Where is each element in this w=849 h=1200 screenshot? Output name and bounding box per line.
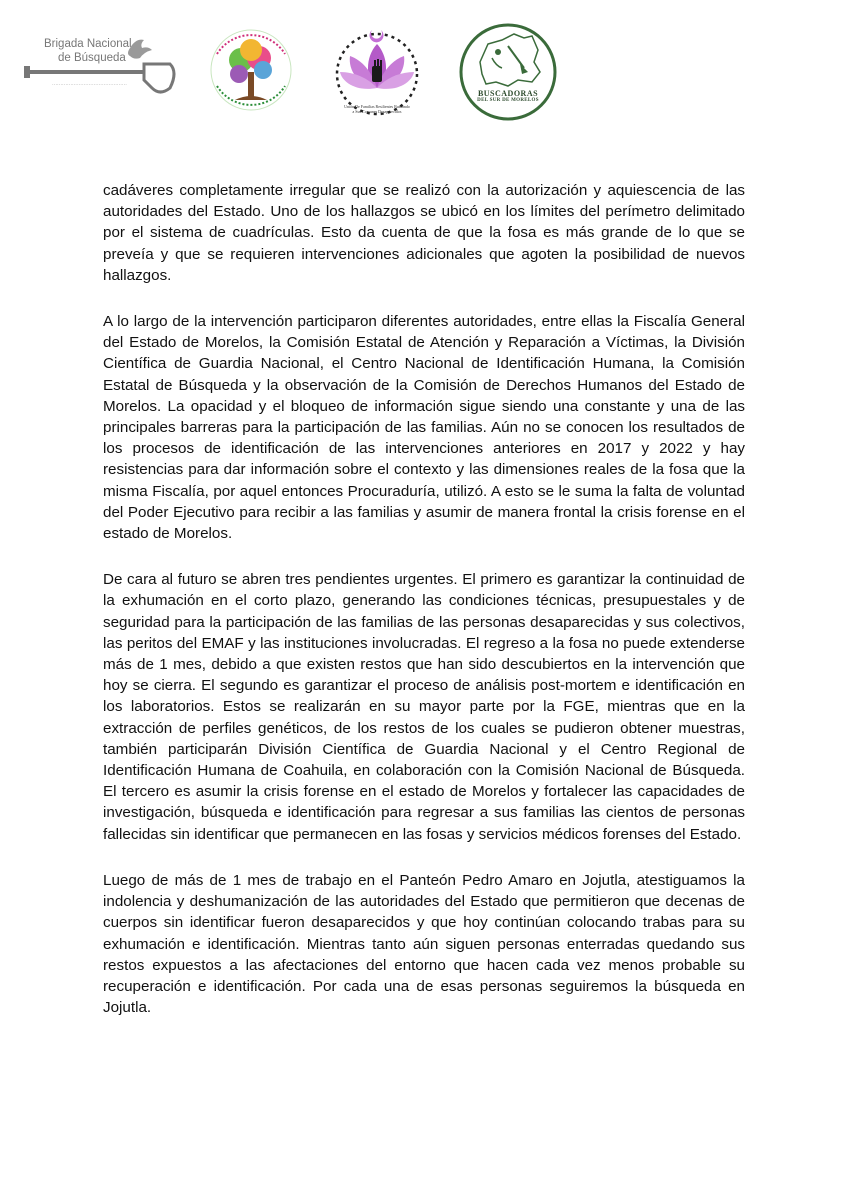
tree-icon [205,20,297,120]
brigada-name-line1: Brigada Nacional [44,38,132,50]
document-body [103,180,745,1043]
svg-text:······························: ············································· [52,82,127,88]
paragraph-1: cadáveres completamente irregular que se realizó con la autorización y aquiescencia de las autoridades del Estado. Uno de los hallazgos se ubicó en los límites del perímetro delimitado por el sistema de cuadrículas. Esto da cuenta de que la fosa es más grande de lo que se preveía y que se requieren intervenciones adicionales que agoten la posibilidad de nuevos hallazgos. [103,182,745,284]
lotus-logo-caption: Unión De Familias Resilientes Buscando a Sus Comunes Desaparecidos [344,104,410,114]
header-logos [0,0,849,130]
buscadoras-subtitle: DEL SUR DE MORELOS [477,98,539,103]
paragraph-3: De cara al futuro se abren tres pendientes urgentes. El primero es garantizar la continuidad de la exhumación en el corto plazo, generando las condiciones técnicas, presupuestales y de seguridad para la participación de las familias de las personas desaparecidas y sus colectivos, las peritos del EMAF y las instituciones involucradas. El regreso a la fosa no puede extenderse más de 1 mes, debido a que existen restos que han sido descubiertos en la intervención que hoy se cierra. El segundo es garantizar el proceso de análisis post-mortem e identificación en los laboratorios. Estos se realizarán en su mayor parte por la FGE, mientras que en la extracción de perfiles genéticos, de los restos de los cuales se pudieron obtener muestras, también participarán División Científica de Guardia Nacional y el Centro Regional de Identificación Humana de Coahuila, en colaboración con la Comisión Nacional de Búsqueda. El tercero es asumir la crisis forense en el estado de Morelos y fortalecer las capacidades de investigación, búsqueda e identificación para regresar a sus familias las cientos de personas fallecidas sin identificar que permanecen en las fosas y servicios médicos forenses del Estado. [103,571,745,843]
brigada-nacional-logo [22,30,182,100]
buscadoras-text [468,89,548,103]
paragraph-2: A lo largo de la intervención participaron diferentes autoridades, entre ellas la Fiscalía General del Estado de Morelos, la Comisión Estatal de Atención y Reparación a Víctimas, la División Científica de Guardia Nacional, el Centro Nacional de Identificación Humana, la Comisión Estatal de Búsqueda y la observación de la Comisión de Derechos Humanos del Estado de Morelos. La opacidad y el bloqueo de información sigue siendo una constante y una de las principales barreras para la participación de las familias. Aún no se conocen los resultados de los procesos de identificación de las intervenciones anteriores en 2017 y 2022 y hay resistencias para dar información sobre el contexto y las dimensiones reales de la fosa que la misma Fiscalía, por aquel entonces Procuraduría, utilizó. A esto se le suma la falta de voluntad del Poder Ejecutivo para recibir a las familias y asumir de manera frontal la crisis forense en el estado de Morelos. [103,313,745,543]
lotus-fist-logo [328,22,426,122]
morelos-map-icon [458,22,558,122]
tree-circle-logo [205,20,297,120]
buscadoras-title: BUSCADORAS [477,89,539,98]
buscadoras-logo [458,22,558,122]
brigada-name-line2: de Búsqueda [58,52,126,64]
paragraph-4: Luego de más de 1 mes de trabajo en el Panteón Pedro Amaro en Jojutla, atestiguamos la indolencia y deshumanización de las autoridades del Estado que permitieron que decenas de cuerpos sin identificar fueron desaparecidos y que hoy continúan colocando trabas para su exhumación e identificación. Mientras tanto aún siguen personas enterradas quedando sus restos expuestos a las afectaciones del entorno que hacen cada vez menos probable su recuperación e identificación. Por cada una de esas personas seguiremos la búsqueda en Jojutla. [103,871,745,1017]
